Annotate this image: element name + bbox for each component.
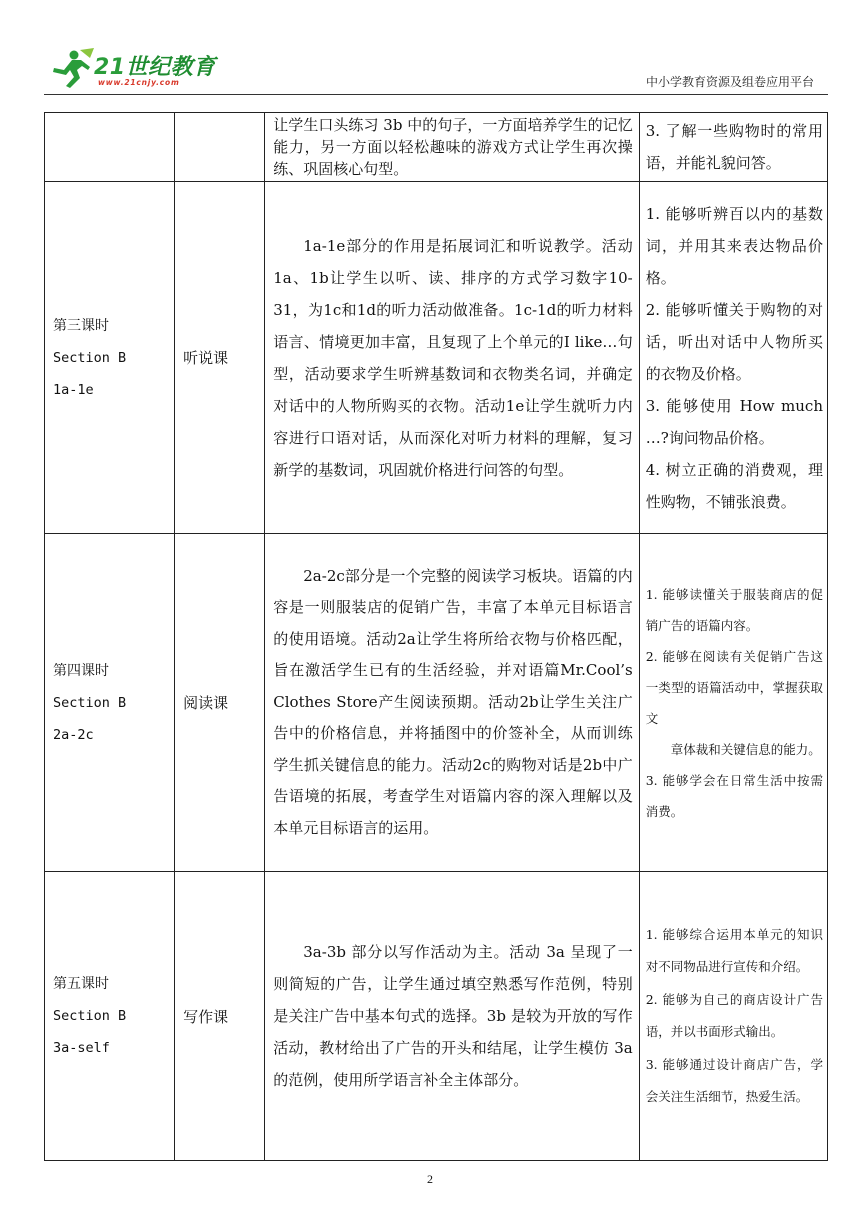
lesson-range: 2a-2c [53, 726, 94, 743]
content-cell: 3a-3b 部分以写作活动为主。活动 3a 呈现了一则简短的广告，让学生通过填空熟悉写作范例，特别是关注广告中基本句式的选择。3b 是较为开放的写作活动，教材给出了广告的开头和结尾，让学生模仿 3a 的范例，使用所学语言补全主体部分。 [265, 872, 639, 1161]
objective-item: 2. 能够听懂关于购物的对话，听出对话中人物所买的衣物及价格。 [645, 300, 823, 383]
content-cell: 1a-1e部分的作用是拓展词汇和听说教学。活动1a、1b让学生以听、读、排序的方式学习数字10-31，为1c和1d的听力活动做准备。1c-1d的听力材料语言、情境更加丰富，且复现了上个单元的I like…句型，活动要求学生听辨基数词和衣物类名词，并确定对话中的人物所购买的衣物。活动1e让学生就听力内容进行口语对话，从而深化对听力材料的理解，复习新学的基数词，巩固就价格进行问答的句型。 [265, 182, 639, 534]
table-row [45, 534, 828, 872]
objectives-cell [639, 872, 827, 1161]
lesson-type-cell: 写作课 [175, 872, 265, 1161]
lesson-number: 第五课时 [53, 976, 109, 992]
lesson-cell [45, 872, 175, 1161]
header-divider [44, 94, 828, 95]
objective-item: 4. 树立正确的消费观，理性购物，不铺张浪费。 [645, 460, 823, 511]
objective-item: 3. 能够使用 How much …?询问物品价格。 [645, 396, 823, 447]
objective-item: 2. 能够在阅读有关促销广告这一类型的语篇活动中，掌握获取文 [645, 648, 823, 726]
lesson-cell [45, 182, 175, 534]
lesson-range: 1a-1e [53, 381, 94, 398]
logo-wordmark: 21世纪教育 [94, 55, 216, 80]
objective-item: 3. 了解一些购物时的常用语，并能礼貌问答。 [645, 122, 823, 172]
table-row [45, 182, 828, 534]
lesson-section: Section B [53, 1008, 127, 1024]
objective-item: 1. 能够读懂关于服装商店的促销广告的语篇内容。 [645, 586, 823, 633]
objective-item: 3. 能够通过设计商店广告，学会关注生活细节，热爱生活。 [645, 1056, 823, 1104]
lesson-number: 第三课时 [53, 317, 109, 334]
content-cell: 让学生口头练习 3b 中的句子，一方面培养学生的记忆能力，另一方面以轻松趣味的游戏方式让学生再次操练、巩固核心句型。 [265, 113, 639, 182]
objectives-cell [639, 534, 827, 872]
objective-item: 3. 能够学会在日常生活中按需消费。 [645, 772, 823, 819]
objectives-cell [639, 182, 827, 534]
objective-item: 1. 能够听辨百以内的基数词，并用其来表达物品价格。 [645, 204, 823, 287]
logo [44, 44, 234, 94]
table-row [45, 113, 828, 182]
platform-title: 中小学教育资源及组卷应用平台 [645, 75, 814, 89]
page-number: 2 [427, 1172, 433, 1186]
table-row [45, 872, 828, 1161]
lesson-number: 第四课时 [53, 662, 109, 679]
lesson-type-cell: 阅读课 [175, 534, 265, 872]
objective-item: 章体裁和关键信息的能力。 [670, 741, 821, 757]
content-cell: 2a-2c部分是一个完整的阅读学习板块。语篇的内容是一则服装店的促销广告，丰富了本单元目标语言的使用语境。活动2a让学生将所给衣物与价格匹配，旨在激活学生已有的生活经验，并对语篇Mr.Cool’s Clothes Store产生阅读预期。活动2b让学生关注广告中的价格信息，并将插图中的价签补全，从而训练学生抓关键信息的能力。活动2c的购物对话是2b中广告语境的拓展，考查学生对语篇内容的深入理解以及本单元目标语言的运用。 [265, 534, 639, 872]
lesson-cell [45, 534, 175, 872]
runner-logo-icon [50, 46, 98, 90]
lesson-section: Section B [53, 349, 127, 366]
lesson-range: 3a-self [53, 1040, 110, 1056]
lesson-cell [45, 113, 175, 182]
lesson-type-cell: 听说课 [175, 182, 265, 534]
lesson-section: Section B [53, 694, 127, 711]
objective-item: 1. 能够综合运用本单元的知识对不同物品进行宣传和介绍。 [645, 926, 823, 974]
objectives-cell [639, 113, 827, 182]
lesson-type-cell [175, 113, 265, 182]
logo-url: www.21cnjy.com [98, 78, 180, 87]
objective-item: 2. 能够为自己的商店设计广告语，并以书面形式输出。 [645, 991, 823, 1039]
lesson-plan-table [44, 112, 828, 1161]
page-header [44, 40, 828, 96]
